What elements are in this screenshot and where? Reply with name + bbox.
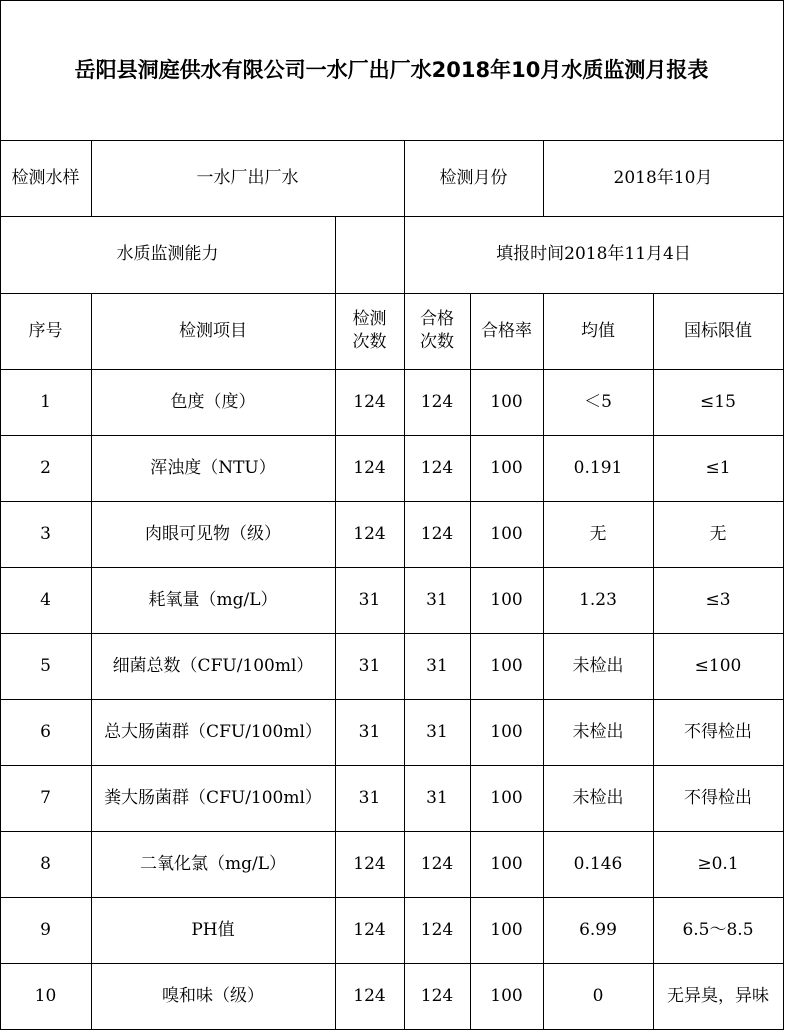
header-passed-line-2: 次数 bbox=[420, 332, 454, 352]
table-cell-no: 7 bbox=[40, 787, 51, 808]
table-cell-passed: 31 bbox=[426, 721, 448, 742]
grid-line bbox=[0, 216, 784, 217]
table-cell-limit: ≥0.1 bbox=[697, 853, 739, 874]
grid-line bbox=[543, 140, 544, 217]
table-cell-tests: 31 bbox=[358, 721, 381, 742]
grid-line bbox=[404, 216, 405, 294]
table-cell-limit: 无异臭，异味 bbox=[667, 985, 769, 1006]
table-cell-rate: 100 bbox=[490, 589, 523, 610]
table-cell-passed: 124 bbox=[420, 523, 454, 544]
table-cell-item: 色度（度） bbox=[170, 391, 256, 412]
header-no: 序号 bbox=[28, 320, 63, 341]
table-cell-limit: 不得检出 bbox=[684, 787, 752, 808]
grid-line bbox=[470, 293, 471, 1030]
grid-line bbox=[0, 435, 784, 436]
table-cell-limit: 6.5～8.5 bbox=[682, 919, 754, 940]
table-cell-rate: 100 bbox=[490, 919, 523, 940]
table-cell-passed: 31 bbox=[426, 787, 448, 808]
fill-time: 填报时间2018年11月4日 bbox=[496, 244, 691, 265]
table-cell-rate: 100 bbox=[490, 787, 523, 808]
header-item: 检测项目 bbox=[179, 320, 247, 341]
table-cell-item: 总大肠菌群（CFU/100ml） bbox=[104, 721, 322, 742]
header-tests bbox=[335, 293, 404, 369]
table-cell-no: 9 bbox=[40, 919, 51, 940]
month-value: 2018年10月 bbox=[613, 167, 713, 188]
grid-line bbox=[0, 831, 784, 832]
capability-label: 水质监测能力 bbox=[116, 244, 219, 265]
table-cell-passed: 124 bbox=[420, 919, 454, 940]
table-cell-item: 浑浊度（NTU） bbox=[150, 457, 276, 478]
grid-line bbox=[335, 216, 336, 294]
table-cell-tests: 124 bbox=[353, 919, 386, 940]
grid-line bbox=[0, 1029, 784, 1030]
table-cell-no: 3 bbox=[40, 523, 51, 544]
table-cell-limit: ≤100 bbox=[694, 655, 742, 676]
table-cell-mean: 1.23 bbox=[579, 589, 617, 610]
header-tests-line-1: 检测 bbox=[352, 309, 387, 330]
header-rate: 合格率 bbox=[481, 320, 532, 341]
grid-line bbox=[0, 963, 784, 964]
table-cell-rate: 100 bbox=[490, 985, 523, 1006]
table-cell-tests: 31 bbox=[358, 655, 381, 676]
table-cell-passed: 124 bbox=[420, 853, 454, 874]
table-cell-passed: 124 bbox=[420, 985, 454, 1006]
table-cell-passed: 31 bbox=[426, 655, 448, 676]
table-cell-no: 5 bbox=[40, 655, 51, 676]
header-tests-line-2: 次数 bbox=[352, 332, 387, 352]
grid-line bbox=[335, 293, 336, 1030]
table-cell-mean: 未检出 bbox=[572, 721, 624, 742]
table-cell-rate: 100 bbox=[490, 721, 523, 742]
table-cell-item: 粪大肠菌群（CFU/100ml） bbox=[104, 787, 322, 808]
table-cell-limit: 不得检出 bbox=[684, 721, 752, 742]
grid-line bbox=[91, 293, 92, 1030]
sample-value: 一水厂出厂水 bbox=[196, 167, 299, 188]
table-cell-item: 二氧化氯（mg/L） bbox=[139, 853, 287, 874]
table-cell-tests: 124 bbox=[353, 523, 386, 544]
table-cell-rate: 100 bbox=[490, 457, 523, 478]
table-cell-rate: 100 bbox=[490, 655, 523, 676]
table-cell-limit: 无 bbox=[709, 523, 727, 544]
table-cell-no: 8 bbox=[40, 853, 51, 874]
grid-line bbox=[653, 293, 654, 1030]
table-cell-no: 6 bbox=[40, 721, 51, 742]
table-cell-mean: ＜5 bbox=[584, 391, 612, 412]
grid-line bbox=[0, 699, 784, 700]
table-cell-limit: ≤1 bbox=[705, 457, 731, 478]
header-mean: 均值 bbox=[581, 320, 615, 341]
table-cell-tests: 124 bbox=[353, 985, 386, 1006]
grid-line bbox=[91, 140, 92, 217]
table-cell-tests: 124 bbox=[353, 853, 386, 874]
table-cell-item: PH值 bbox=[191, 919, 235, 940]
grid-line bbox=[0, 501, 784, 502]
table-cell-passed: 31 bbox=[426, 589, 448, 610]
header-limit: 国标限值 bbox=[684, 320, 752, 341]
table-cell-tests: 124 bbox=[353, 391, 386, 412]
table-cell-mean: 0 bbox=[592, 985, 604, 1006]
table-cell-no: 2 bbox=[40, 457, 51, 478]
table-cell-item: 肉眼可见物（级） bbox=[145, 523, 281, 544]
table-cell-passed: 124 bbox=[420, 391, 454, 412]
table-cell-passed: 124 bbox=[420, 457, 454, 478]
table-cell-tests: 31 bbox=[358, 787, 381, 808]
table-cell-tests: 124 bbox=[353, 457, 386, 478]
table-cell-mean: 0.191 bbox=[573, 457, 623, 478]
table-cell-mean: 无 bbox=[589, 523, 607, 544]
table-cell-rate: 100 bbox=[490, 391, 523, 412]
table-cell-no: 4 bbox=[40, 589, 51, 610]
table-cell-item: 细菌总数（CFU/100ml） bbox=[112, 655, 314, 676]
table-cell-item: 耗氧量（mg/L） bbox=[148, 589, 278, 610]
header-passed bbox=[404, 293, 470, 369]
table-cell-no: 10 bbox=[34, 985, 57, 1006]
grid-line bbox=[0, 369, 784, 370]
table-cell-item: 嗅和味（级） bbox=[162, 985, 264, 1006]
report-title: 岳阳县洞庭供水有限公司一水厂出厂水2018年10月水质监测月报表 bbox=[74, 57, 709, 82]
table-cell-mean: 6.99 bbox=[579, 919, 617, 940]
grid-line bbox=[0, 897, 784, 898]
table-cell-tests: 31 bbox=[358, 589, 381, 610]
table-cell-rate: 100 bbox=[490, 523, 523, 544]
table-cell-no: 1 bbox=[40, 391, 51, 412]
grid-line bbox=[0, 140, 784, 141]
header-passed-line-1: 合格 bbox=[420, 309, 454, 330]
month-label: 检测月份 bbox=[439, 167, 508, 188]
grid-line bbox=[0, 765, 784, 766]
table-cell-limit: ≤3 bbox=[705, 589, 731, 610]
table-cell-limit: ≤15 bbox=[700, 391, 736, 412]
grid-line bbox=[404, 140, 405, 217]
grid-line bbox=[404, 293, 405, 1030]
grid-line bbox=[0, 633, 784, 634]
table-cell-mean: 未检出 bbox=[572, 655, 624, 676]
grid-line bbox=[0, 293, 784, 294]
grid-line bbox=[0, 567, 784, 568]
border-top bbox=[0, 0, 784, 1]
grid-line bbox=[543, 293, 544, 1030]
border-left bbox=[0, 0, 1, 1030]
table-cell-rate: 100 bbox=[490, 853, 523, 874]
table-cell-mean: 未检出 bbox=[572, 787, 624, 808]
border-right bbox=[783, 0, 784, 1030]
sample-label: 检测水样 bbox=[11, 167, 80, 188]
table-cell-mean: 0.146 bbox=[573, 853, 623, 874]
